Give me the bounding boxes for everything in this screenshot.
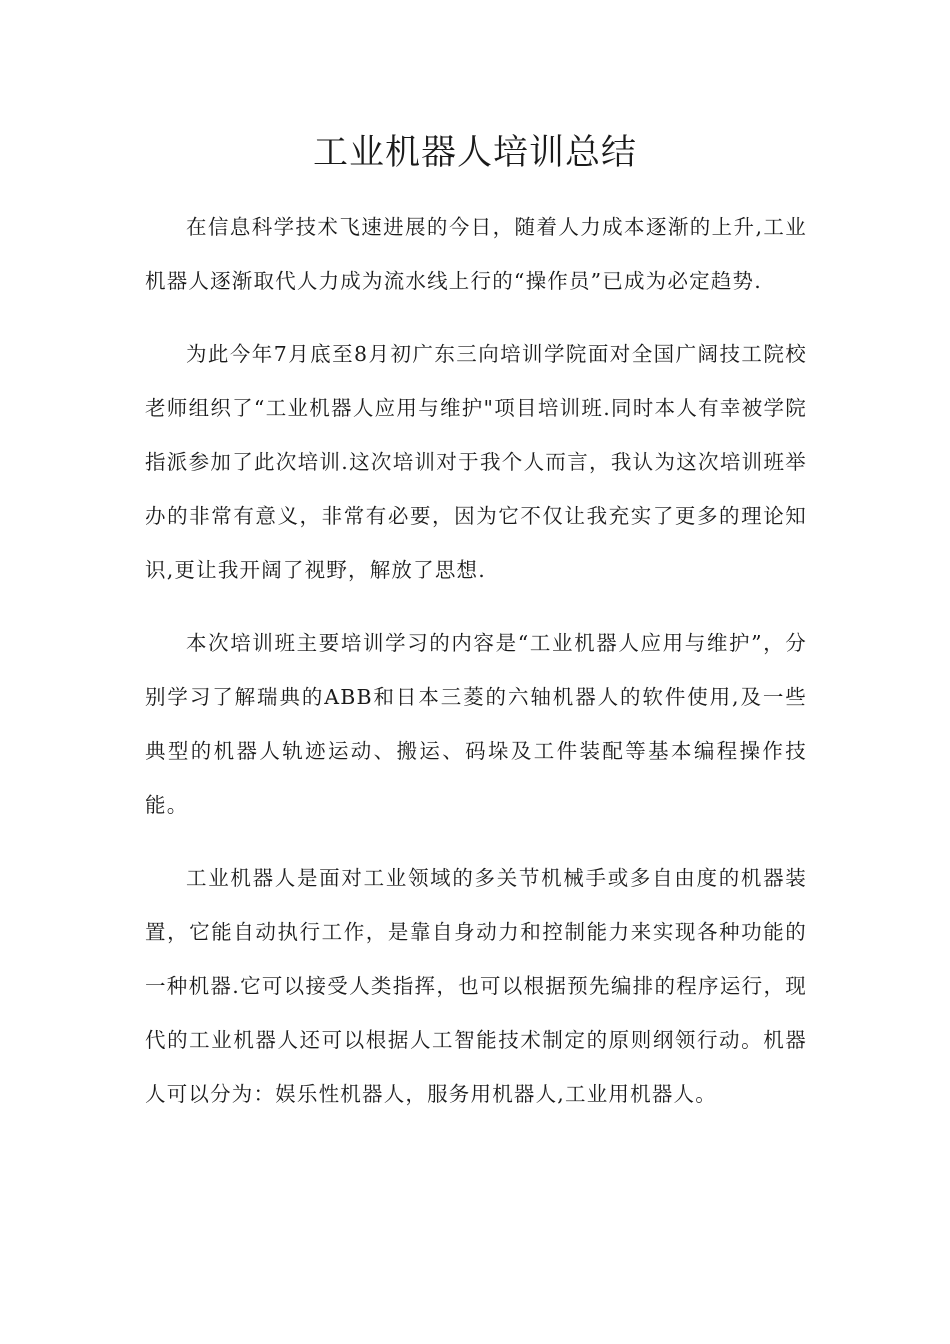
paragraph-4: 工业机器人是面对工业领域的多关节机械手或多自由度的机器装置，它能自动执行工作，是靠自身动力和控制能力来实现各种功能的一种机器.它可以接受人类指挥，也可以根据预先编排的程序运行，现代的工业机器人还可以根据人工智能技术制定的原则纲领行动。机器人可以分为：娱乐性机器人，服务用机器人,工业用机器人。 — [145, 866, 807, 1106]
paragraph-3: 本次培训班主要培训学习的内容是“工业机器人应用与维护”，分别学习了解瑞典的ABB和日本三菱的六轴机器人的软件使用,及一些典型的机器人轨迹运动、搬运、码垛及工件装配等基本编程操作技能。 — [145, 631, 807, 817]
document-body — [145, 200, 807, 1121]
paragraph-2: 为此今年7月底至8月初广东三向培训学院面对全国广阔技工院校老师组织了“工业机器人应用与维护"项目培训班.同时本人有幸被学院指派参加了此次培训.这次培训对于我个人而言，我认为这次培训班举办的非常有意义，非常有必要，因为它不仅让我充实了更多的理论知识,更让我开阔了视野，解放了思想. — [145, 342, 807, 582]
document-title: 工业机器人培训总结 — [312, 133, 637, 173]
paragraph-1: 在信息科学技术飞速进展的今日，随着人力成本逐渐的上升,工业机器人逐渐取代人力成为流水线上行的“操作员”已成为必定趋势. — [145, 215, 807, 293]
